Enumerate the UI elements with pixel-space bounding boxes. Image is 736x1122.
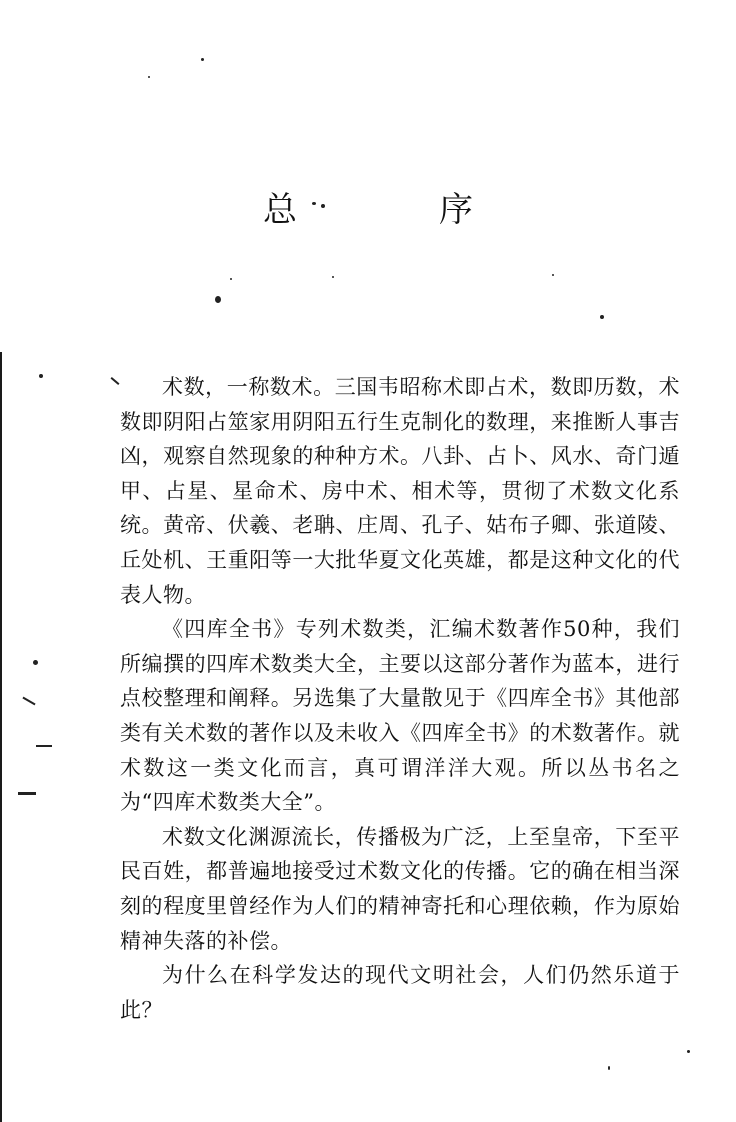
paragraph: 《四库全书》专列术数类，汇编术数著作50种，我们所编撰的四库术数类大全，主要以这部分著作为蓝本，进行点校整理和阐释。另选集了大量散见于《四库全书》其他部类有关术数的著作以及未收入《四库全书》的术数著作。就术数这一类文化而言，真可谓洋洋大观。所以丛书名之为“四库术数类大全”。 <box>120 617 680 815</box>
scan-speck <box>201 58 204 61</box>
scan-mark <box>36 745 52 747</box>
scan-speck <box>148 76 150 78</box>
scan-speck <box>33 660 38 665</box>
paragraph: 术数文化渊源流长，传播极为广泛，上至皇帝，下至平民百姓，都普遍地接受过术数文化的传播。它的确在相当深刻的程度里曾经作为人们的精神寄托和心理依赖，作为原始精神失落的补偿。 <box>120 824 680 953</box>
page-title: 总 序 <box>263 190 527 230</box>
scan-speck <box>552 274 554 276</box>
scan-edge-shadow <box>0 352 2 1122</box>
scan-mark <box>111 377 120 385</box>
body-text <box>120 370 680 1027</box>
paragraph: 术数，一称数术。三国韦昭称术即占术，数即历数，术数即阴阳占筮家用阴阳五行生克制化的数理，来推断人事吉凶，观察自然现象的种种方术。八卦、占卜、风水、奇门遁甲、占星、星命术、房中术、相术等，贯彻了术数文化系统。黄帝、伏羲、老聃、庄周、孔子、姑布子卿、张道陵、丘处机、王重阳等一大批华夏文化英雄，都是这种文化的代表人物。 <box>120 375 680 607</box>
scan-mark <box>18 792 36 795</box>
scan-speck <box>608 1066 610 1070</box>
scan-speck <box>600 315 604 319</box>
scan-speck <box>332 276 334 278</box>
scan-speck <box>39 374 43 378</box>
scan-speck <box>230 278 232 280</box>
scan-mark <box>22 697 35 706</box>
scan-speck <box>687 1050 690 1053</box>
scan-speck <box>215 296 221 303</box>
paragraph: 为什么在科学发达的现代文明社会，人们仍然乐道于此？ <box>120 963 680 1022</box>
